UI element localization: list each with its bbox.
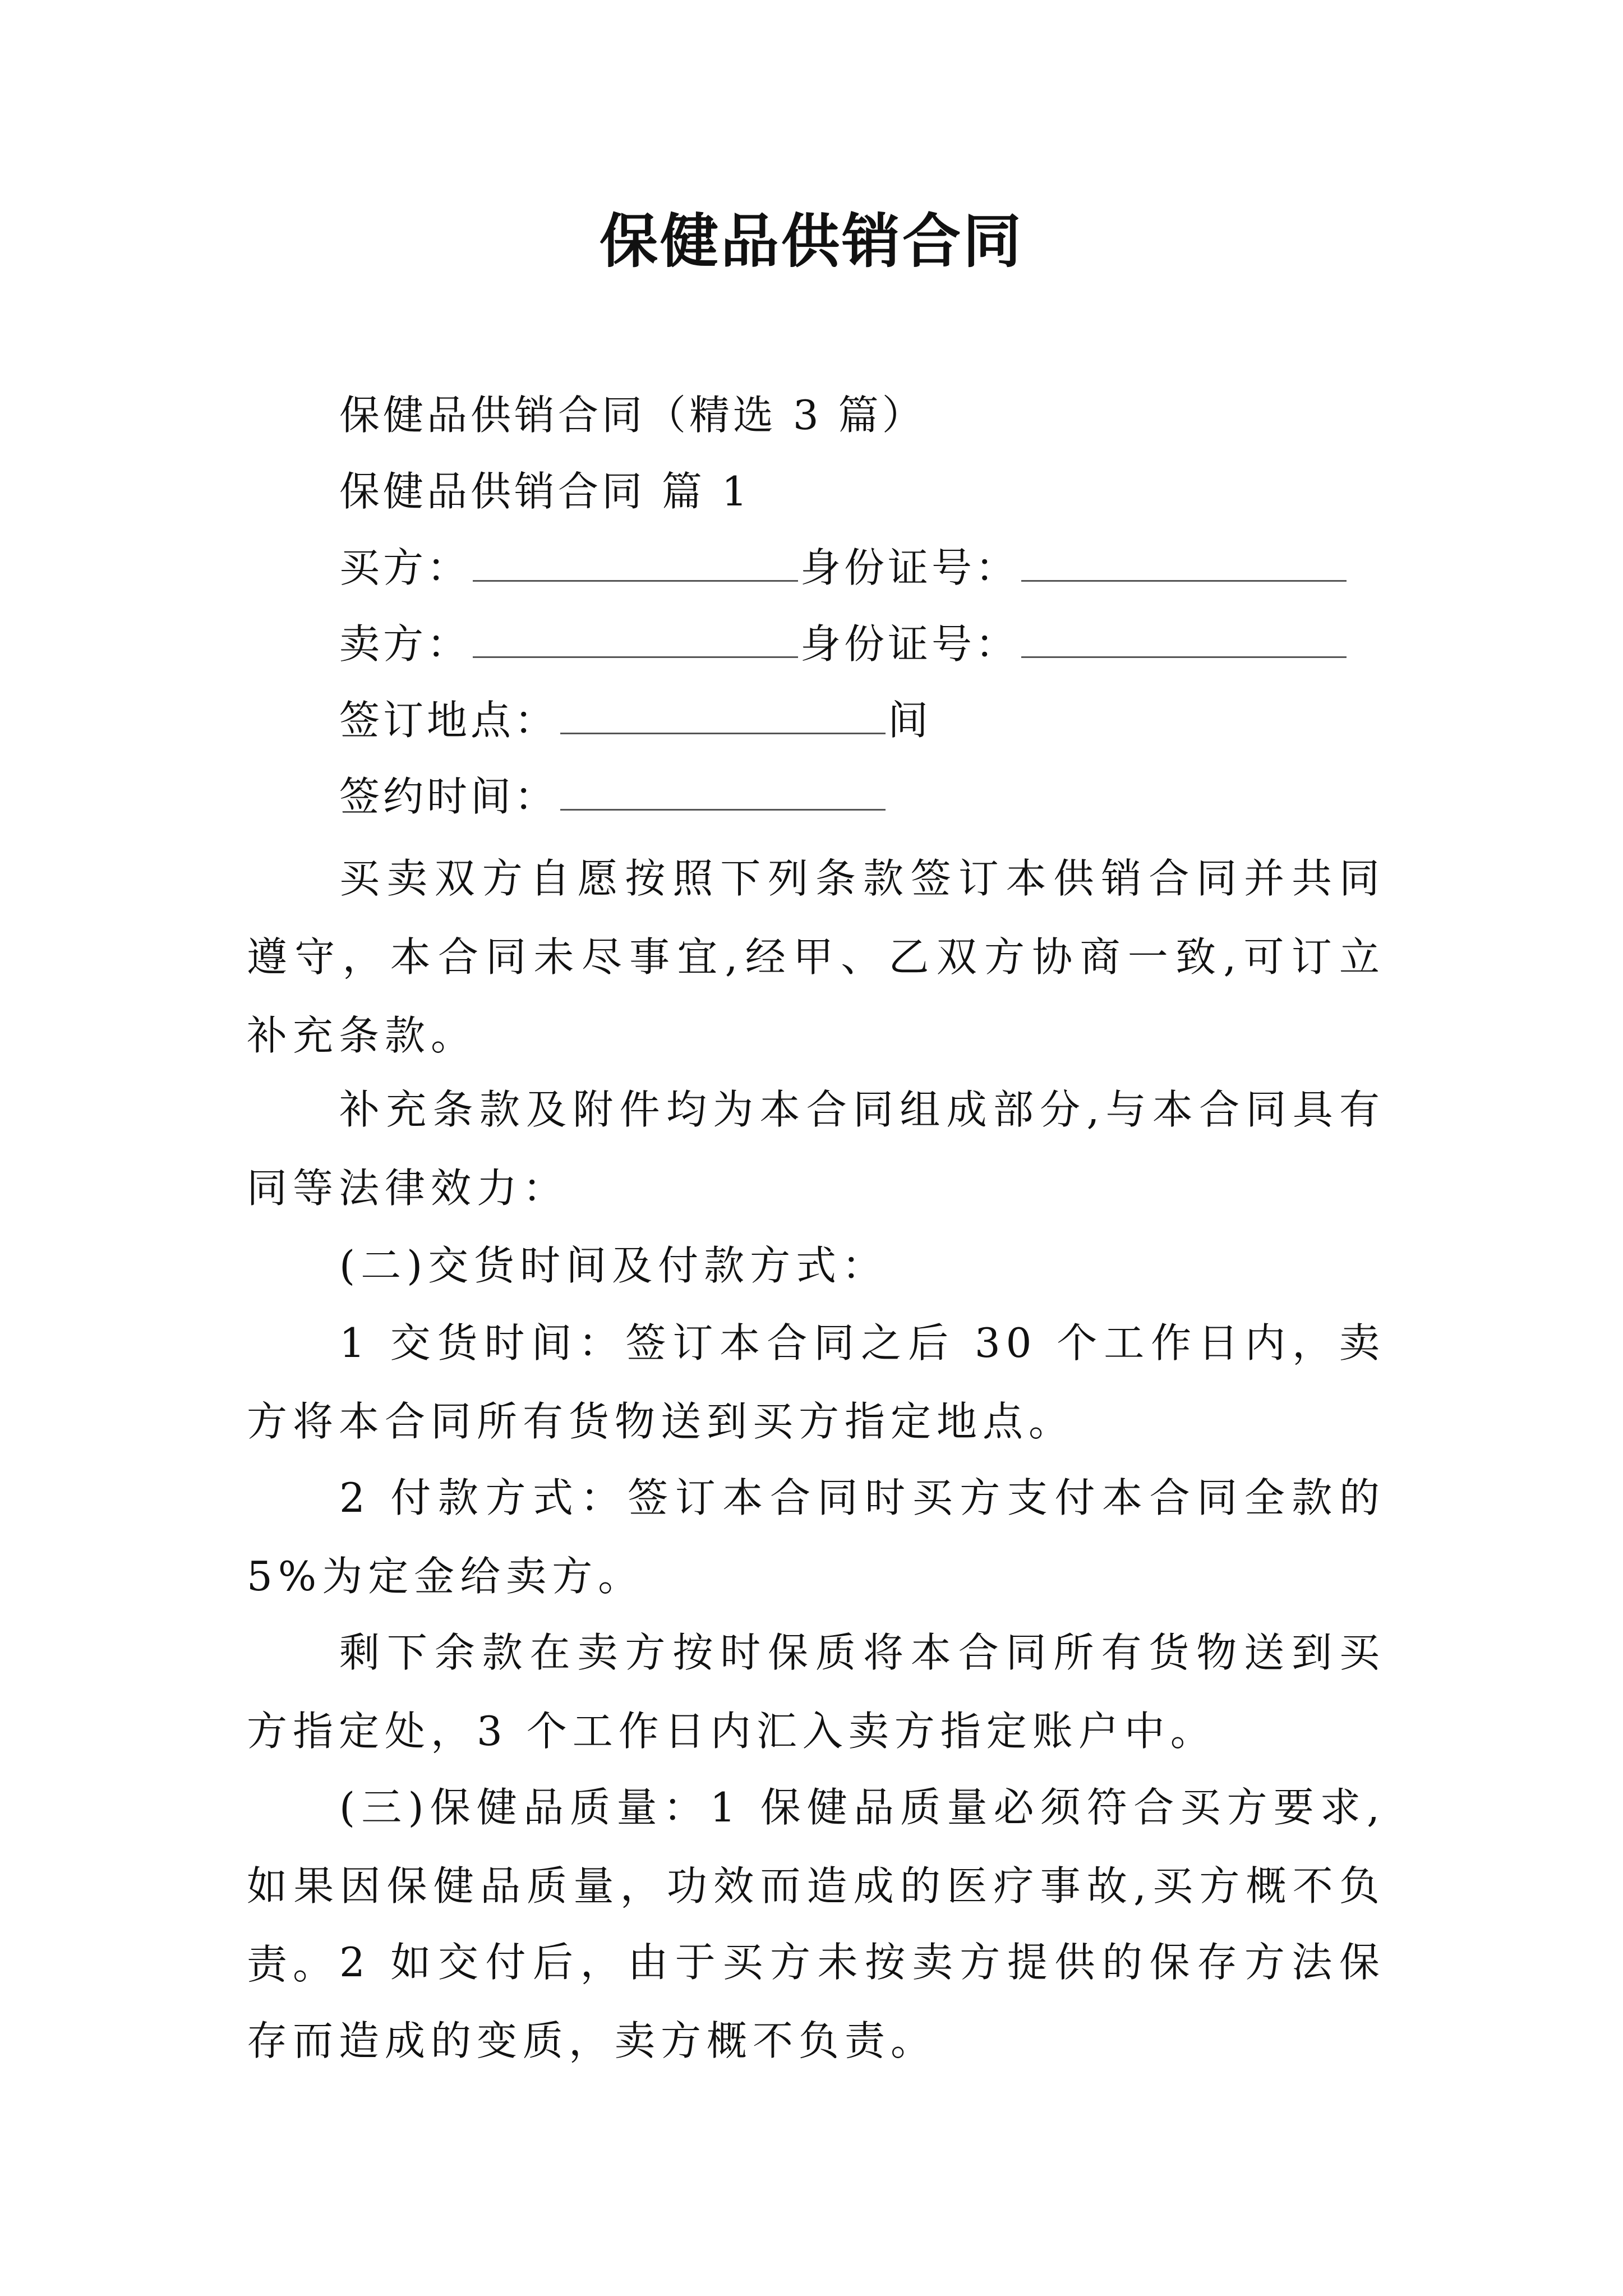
seller-row [339, 616, 1349, 672]
sign-time-blank [560, 775, 886, 811]
sign-place-suffix: 间 [888, 697, 932, 744]
sign-place-label: 签订地点： [339, 697, 559, 744]
part-heading: 保健品供销合同 篇 1 [339, 468, 751, 515]
paragraph-8: 2 如交付后，由于买方未按卖方提供的保存方法保存而造成的变质，卖方概不负责。 [247, 1939, 1385, 2064]
paragraph-6: 剩下余款在卖方按时保质将本合同所有货物送到买方指定处，3 个工作日内汇入卖方指定账户中。 [247, 1629, 1385, 1755]
sign-place-blank [560, 699, 886, 734]
buyer-id-blank [1021, 546, 1347, 582]
sign-time-row [339, 769, 888, 825]
sign-place-row [339, 692, 932, 748]
paragraph-2: 补充条款及附件均为本合同组成部分,与本合同具有同等法律效力： [247, 1086, 1385, 1212]
seller-label: 卖方： [339, 620, 471, 668]
seller-id-blank [1021, 623, 1347, 658]
seller-blank [473, 623, 798, 658]
seller-id-label: 身份证号： [800, 620, 1020, 668]
buyer-label: 买方： [339, 544, 471, 591]
paragraph-4: 1 交货时间：签订本合同之后 30 个工作日内，卖方将本合同所有货物送到买方指定地点。 [247, 1319, 1385, 1445]
paragraph-7: (三)保健品质量：1 保健品质量必须符合买方要求,如果因保健品质量，功效而造成的医疗事故,买方概不负责。 [247, 1784, 1385, 1988]
buyer-row [339, 540, 1349, 596]
buyer-blank [473, 546, 798, 582]
document-title: 保健品供销合同 [599, 206, 1023, 275]
paragraph-5: 2 付款方式：签订本合同时买方支付本合同全款的 5%为定金给卖方。 [247, 1474, 1385, 1600]
sign-time-label: 签约时间： [339, 773, 559, 820]
paragraph-3: (二)交货时间及付款方式： [339, 1242, 888, 1289]
buyer-id-label: 身份证号： [800, 544, 1020, 591]
document-subtitle: 保健品供销合同（精选 3 篇） [339, 392, 926, 439]
paragraph-1: 买卖双方自愿按照下列条款签订本供销合同并共同遵守，本合同未尽事宜,经甲、乙双方协商一致,可订立补充条款。 [247, 855, 1385, 1059]
